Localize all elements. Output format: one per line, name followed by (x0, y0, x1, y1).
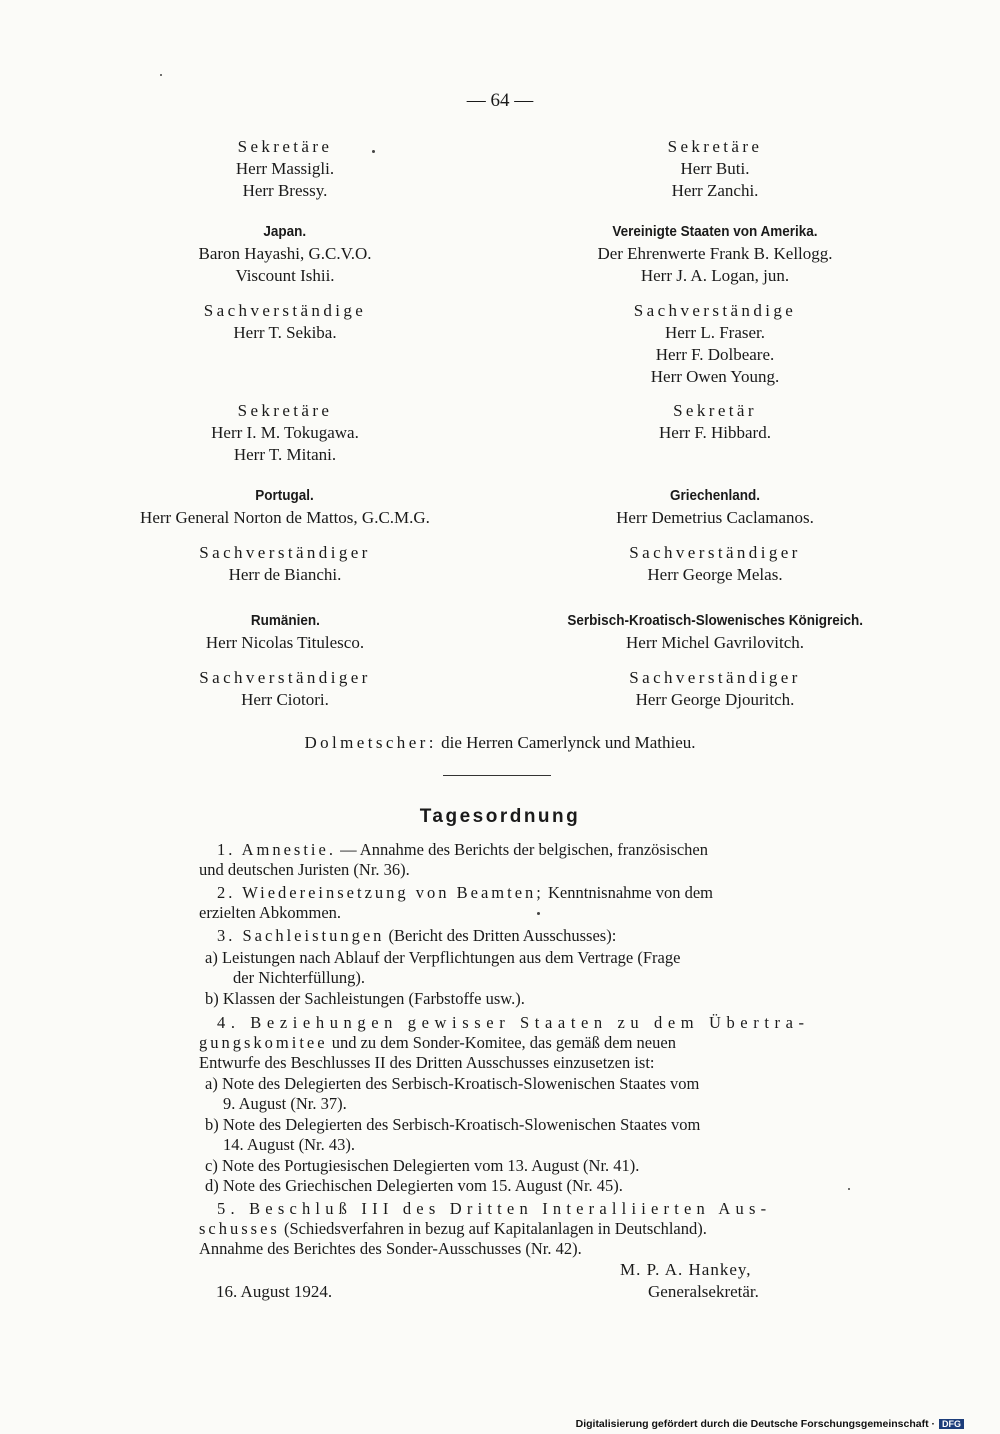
role-label: Sekretäre (237, 401, 333, 420)
footer-credit (576, 1418, 964, 1430)
agenda-item-lead: 1. Amnestie. (217, 840, 336, 859)
country-heading: Serbisch-Kroatisch-Slowenisches Königreich. (567, 612, 863, 629)
country-heading: Rumänien. (250, 612, 320, 629)
agenda-item-text: c) Note des Portugiesischen Delegierten vom 13. August (Nr. 41). (205, 1156, 640, 1175)
person-name: Baron Hayashi, G.C.V.O. (198, 244, 372, 263)
role-label: Sekretäre (237, 137, 333, 156)
person-name: Herr General Norton de Mattos, G.C.M.G. (140, 508, 430, 527)
person-name: Herr F. Dolbeare. (655, 345, 775, 364)
role-label: Sachverständiger (629, 668, 801, 687)
document-date: 16. August 1924. (216, 1282, 333, 1301)
role-label: Sekretär (673, 401, 757, 420)
country-heading: Portugal. (255, 487, 315, 504)
agenda-item-text: b) Klassen der Sachleistungen (Farbstoffe usw.). (205, 989, 525, 1008)
person-name: Herr Michel Gavrilovitch. (626, 633, 804, 652)
person-name: Herr Massigli. (235, 159, 335, 178)
agenda-item-text: b) Note des Delegierten des Serbisch-Kroatisch-Slowenischen Staates vom (205, 1115, 701, 1134)
person-name: Herr Ciotori. (241, 690, 329, 709)
country-heading: Japan. (263, 223, 307, 240)
agenda-item-text: der Nichterfüllung). (233, 968, 365, 987)
agenda-item-text: Annahme des Berichtes des Sonder-Ausschusses (Nr. 42). (199, 1239, 582, 1258)
country-heading: Griechenland. (669, 487, 761, 504)
speck-mark (848, 1188, 850, 1190)
agenda-item-text: Entwurfe des Beschlusses II des Dritten Ausschusses einzusetzen ist: (199, 1053, 655, 1072)
speck-mark (160, 74, 162, 76)
agenda-item-text: 9. August (Nr. 37). (223, 1094, 347, 1113)
right-column (520, 136, 910, 726)
agenda-item-lead: 4. Beziehungen gewisser Staaten zu dem Übertra- (217, 1013, 810, 1032)
agenda-item-text: und zu dem Sonder-Komitee, das gemäß dem neuen (327, 1033, 676, 1052)
role-label: Sachverständige (203, 301, 367, 320)
agenda-item-text: 14. August (Nr. 43). (223, 1135, 355, 1154)
left-column (90, 136, 480, 726)
person-name: Herr J. A. Logan, jun. (640, 266, 790, 285)
agenda-item-text: (Schiedsverfahren in bezug auf Kapitalanlagen in Deutschland). (279, 1219, 707, 1238)
interpreters-text: die Herren Camerlynck und Mathieu. (441, 733, 696, 752)
country-heading: Vereinigte Staaten von Amerika. (612, 223, 818, 240)
agenda-list (199, 840, 810, 1260)
person-name: Herr George Djouritch. (635, 690, 795, 709)
person-name: Herr Demetrius Caclamanos. (616, 508, 814, 527)
agenda-item-text: — Annahme des Berichts der belgischen, französischen (335, 840, 709, 859)
agenda-item-lead: 2. Wiedereinsetzung von Beamten; (217, 883, 544, 902)
person-name: Herr Zanchi. (671, 181, 759, 200)
agenda-item-text: a) Leistungen nach Ablauf der Verpflichtungen aus dem Vertrage (Frage (205, 948, 681, 967)
role-label: Sachverständiger (629, 543, 801, 562)
interpreters-label: Dolmetscher: (304, 733, 437, 752)
agenda-item-text: a) Note des Delegierten des Serbisch-Kroatisch-Slowenischen Staates vom (205, 1074, 700, 1093)
footer-text: Digitalisierung gefördert durch die Deutsche Forschungsgemeinschaft · (575, 1418, 935, 1430)
person-name: Herr F. Hibbard. (659, 423, 771, 442)
agenda-item-text: und deutschen Juristen (Nr. 36). (199, 860, 410, 879)
person-name: Herr Owen Young. (650, 367, 780, 386)
agenda-item-text: d) Note des Griechischen Delegierten vom 15. August (Nr. 45). (205, 1176, 623, 1195)
role-label: Sachverständiger (199, 543, 371, 562)
person-name: Herr I. M. Tokugawa. (211, 423, 359, 442)
role-label: Sachverständiger (199, 668, 371, 687)
agenda-item-lead: 3. Sachleistungen (217, 926, 385, 945)
signature-title: Generalsekretär. (648, 1282, 759, 1301)
divider (443, 775, 551, 776)
person-name: Herr Nicolas Titulesco. (205, 633, 365, 652)
person-name: Herr Buti. (680, 159, 750, 178)
agenda-item-text: Kenntnisnahme von dem (543, 883, 713, 902)
person-name: Herr de Bianchi. (228, 565, 342, 584)
agenda-item-lead: schusses (199, 1219, 280, 1238)
person-name: Der Ehrenwerte Frank B. Kellogg. (597, 244, 833, 263)
agenda-item-lead: gungskomitee (199, 1033, 328, 1052)
agenda-item-text: (Bericht des Dritten Ausschusses): (384, 926, 617, 945)
agenda-item-lead: 5. Beschluß III des Dritten Interalliierten Aus- (217, 1199, 772, 1218)
speck-mark (372, 150, 375, 153)
dfg-logo: DFG (939, 1419, 964, 1429)
role-label: Sachverständige (633, 301, 797, 320)
role-label: Sekretäre (667, 137, 763, 156)
person-name: Viscount Ishii. (235, 266, 335, 285)
agenda-item-text: erzielten Abkommen. (199, 903, 342, 922)
person-name: Herr L. Fraser. (664, 323, 766, 342)
person-name: Herr T. Mitani. (233, 445, 337, 464)
agenda-title: Tagesordnung (419, 806, 581, 827)
speck-mark (537, 912, 540, 915)
person-name: Herr Bressy. (242, 181, 328, 200)
page-number: — 64 — (466, 90, 534, 111)
interpreters-line (0, 733, 1000, 753)
person-name: Herr T. Sekiba. (233, 323, 337, 342)
person-name: Herr George Melas. (647, 565, 783, 584)
signature-name: M. P. A. Hankey, (620, 1260, 752, 1279)
